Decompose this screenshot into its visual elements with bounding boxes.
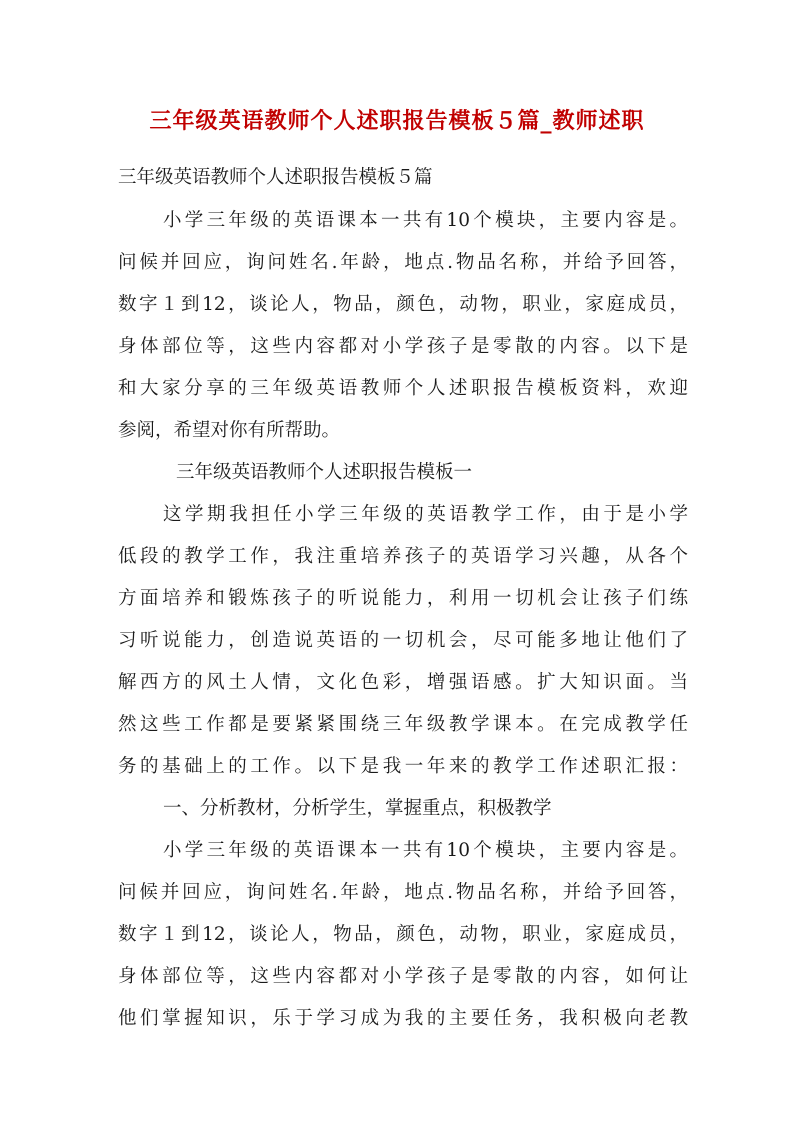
paragraph-line: 数字１到12，谈论人，物品，颜色，动物，职业，家庭成员，	[118, 294, 688, 315]
paragraph-line: 这学期我担任小学三年级的英语教学工作，由于是小学	[163, 504, 688, 525]
subsection-heading: 一、分析教材，分析学生，掌握重点，积极教学	[163, 798, 552, 819]
paragraph-line: 身体部位等，这些内容都对小学孩子是零散的内容。以下是	[118, 336, 688, 357]
document-title: 三年级英语教师个人述职报告模板５篇_教师述职	[149, 108, 645, 134]
paragraph-line: 身体部位等，这些内容都对小学孩子是零散的内容，如何让	[118, 966, 688, 987]
section-heading: 三年级英语教师个人述职报告模板一	[176, 462, 473, 483]
paragraph-line: 解西方的风土人情，文化色彩，增强语感。扩大知识面。当	[118, 672, 688, 693]
paragraph-line: 小学三年级的英语课本一共有10个模块，主要内容是。	[163, 210, 688, 231]
paragraph-line: 参阅，希望对你有所帮助。	[118, 420, 341, 441]
paragraph-line: 他们掌握知识，乐于学习成为我的主要任务，我积极向老教	[118, 1008, 688, 1029]
paragraph-line: 方面培养和锻炼孩子的听说能力，利用一切机会让孩子们练	[118, 588, 688, 609]
paragraph-line: 问候并回应，询问姓名.年龄，地点.物品名称，并给予回答，	[118, 252, 688, 273]
paragraph-line: 然这些工作都是要紧紧围绕三年级教学课本。在完成教学任	[118, 714, 688, 735]
paragraph-line: 习听说能力，创造说英语的一切机会，尽可能多地让他们了	[118, 630, 688, 651]
subtitle-line: 三年级英语教师个人述职报告模板５篇	[118, 167, 433, 188]
paragraph-line: 低段的教学工作，我注重培养孩子的英语学习兴趣，从各个	[118, 546, 688, 567]
paragraph-line: 数字１到12，谈论人，物品，颜色，动物，职业，家庭成员，	[118, 924, 688, 945]
paragraph-line: 务的基础上的工作。以下是我一年来的教学工作述职汇报：	[118, 756, 688, 777]
paragraph-line: 和大家分享的三年级英语教师个人述职报告模板资料，欢迎	[118, 378, 688, 399]
paragraph-line: 问候并回应，询问姓名.年龄，地点.物品名称，并给予回答，	[118, 882, 688, 903]
paragraph-line: 小学三年级的英语课本一共有10个模块，主要内容是。	[163, 840, 688, 861]
